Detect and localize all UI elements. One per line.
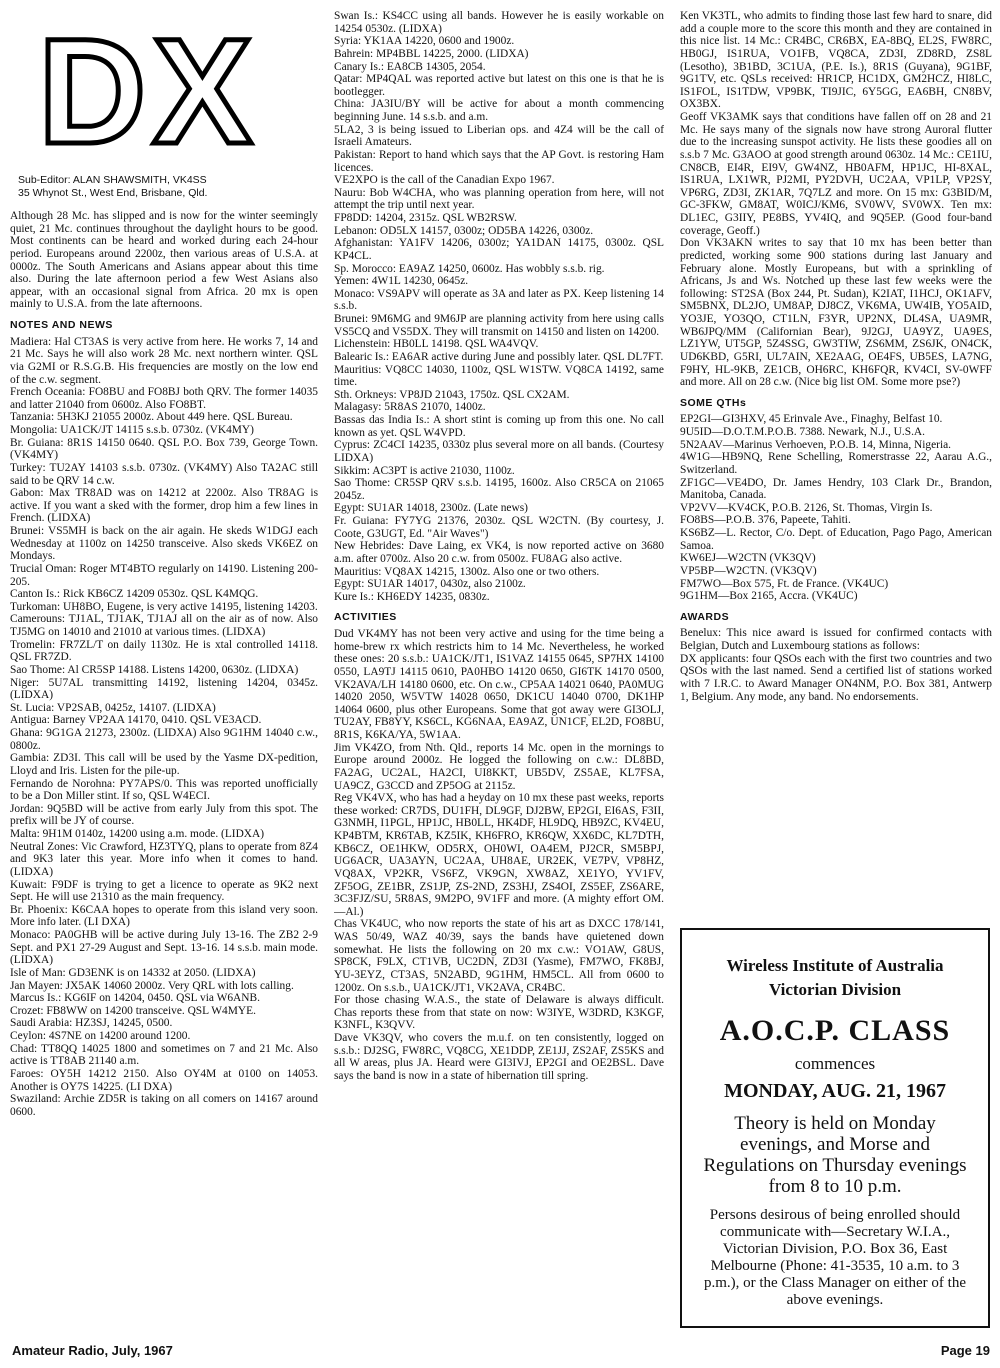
activity-item: Chas VK4UC, who now reports the state of his art as DXCC 178/141, WAS 50/49, WAZ 40/39, says the bands have quietened down somewhat. He lists the following on 20 mx c.w.: VO1AW, G8US, SP8CK, F9LX, CT1VB, UC2DN, ZD3I (Yasme), FM7WO, FK8BJ, YU-3EYZ, CT3AS, 5N2ABD, 9G1HM, HM5CL. All from 0600 to 1200z. On s.s.b., UA1CK/JT1, VK2AVA, CR4BC. bbox=[334, 918, 664, 994]
news-item: Camerouns: TJ1AL, TJ1AK, TJ1AJ all on the air as of now. Also TJ5MG on 14010 and 21010 at various times. (LIDXA) bbox=[10, 613, 318, 638]
activity-item: Dud VK4MY has not been very active and using for the time being a home-brew rx which restricts him to 14 Mc. Nevertheless, he worked these ones: 20 s.s.b.: UA1CK/JT1, IS1VAZ 14155 0645, SP7HX 14100 0550, LA9TJ 14115 0610, PA0HBO 14120 0650, GI6TK 14170 0500, VK2AVA/LH 14180 0600, etc. On c.w., CP5AA 14021 0640, PA0MUG 14020 2050, W5VTW 14028 0650, DK1CU 14040 0700, DK1HP 14064 0600, plus other Europeans. Some that got away were GI3OLJ, TU2AY, FB8YY, KS6CL, KG6NAA, EA9AZ, UN1CF, EL2D, FO8BU, 8R1S, K6KA/YA, 5W1AA. bbox=[334, 628, 664, 741]
awards-list bbox=[680, 627, 992, 703]
notes-list-col2 bbox=[334, 10, 664, 603]
news-item: Fernando de Norohna: PY7APS/0. This was reported unofficially to be a Don Miller stint. If so, QSL W4ECI. bbox=[10, 777, 318, 803]
column-2 bbox=[334, 10, 664, 1328]
award-item: DX applicants: four QSOs each with the first two countries and two QSOs with the last named. Send a certified list of stations worked with 7 I.R.C. to Award Manager ON4NM, P.O. Box 381, Antwerp 1, Belgium. Any mode, any band. No endorsements. bbox=[680, 652, 992, 703]
intro-paragraph: Although 28 Mc. has slipped and is now for the winter seemingly quiet, 21 Mc. continues throughout the daylight hours to be good. Most continents can be heard and worked during each 24-hour period. Europeans around 2200z, then various areas of U.S.A. at 0000z. The South Americans and Asians appear about this time also. During the late afternoon period a few West Asians also appear, with an occasional signal from Africa. 20 mx is open mainly to U.S.A. from the late afternoons. bbox=[10, 210, 318, 311]
qth-item: 9U5ID—D.O.T.M.P.O.B. 7388. Newark, N.J., U.S.A. bbox=[680, 426, 925, 438]
news-item: Faroes: OY5H 14212 2150. Also OY4M at 0100 on 14053. Another is OY7S 14225. (LI DXA) bbox=[10, 1067, 318, 1093]
footer-publication: Amateur Radio, July, 1967 bbox=[12, 1343, 173, 1358]
news-item: Lebanon: OD5LX 14157, 0300z; OD5BA 14226, 0300z. bbox=[334, 224, 594, 237]
news-item: Crozet: FB8WW on 14200 transceive. QSL W4MYE. bbox=[10, 1004, 256, 1017]
news-item: FP8DD: 14204, 2315z. QSL WB2RSW. bbox=[334, 212, 517, 224]
ad-division: Victorian Division bbox=[768, 980, 902, 999]
news-item: Canton Is.: Rick KB6CZ 14209 0530z. QSL K4MQG. bbox=[10, 588, 259, 601]
activities-list-col2 bbox=[334, 628, 664, 1083]
activity-item: Jim VK4ZO, from Nth. Qld., reports 14 Mc. open in the mornings to Europe around 2000z. He logged the following on c.w.: DL8BD, FA2AG, UC2AL, HA2CI, UI8KKT, UB5DV, ZS5AE, KL7FSA, UA9CZ, G3CCD and ZP5OG at 2115z. bbox=[334, 741, 664, 792]
ad-commences: commences bbox=[794, 1054, 876, 1073]
ad-date: MONDAY, AUG. 21, 1967 bbox=[724, 1080, 946, 1102]
qth-item: FM7WO—Box 575, Ft. de France. (VK4UC) bbox=[680, 577, 889, 590]
news-item: Gabon: Max TR8AD was on 14212 at 2200z. Also TR8AG is active. If you want a sked with the former, drop him a few lines in French. (LIDXA) bbox=[10, 487, 318, 525]
news-item: VE2XPO is the call of the Canadian Expo 1967. bbox=[334, 174, 555, 187]
ad-theory: Theory is held on Monday evenings, and Morse and Regulations on Thursday evenings from 8 to 10 p.m. bbox=[703, 1113, 967, 1197]
news-item: Saudi Arabia: HZ3SJ, 14245, 0500. bbox=[10, 1017, 173, 1030]
news-item: Swan Is.: KS4CC using all bands. However he is easily workable on 14254 0530z. (LIDXA) bbox=[334, 10, 664, 35]
news-item: Trucial Oman: Roger MT4BTO regularly on 14190. Listening 200-205. bbox=[10, 562, 318, 588]
news-item: Canary Is.: EA8CB 14305, 2054. bbox=[334, 60, 486, 73]
news-item: Isle of Man: GD3ENK is on 14332 at 2050. (LIDXA) bbox=[10, 966, 256, 979]
activity-item: Dave VK3QV, who covers the m.u.f. on ten consistently, logged on s.s.b.: DJ2SG, FW8RC, VQ8CG, XE1DDP, ZE1JJ, ZS2AF, ZS5KS and all W areas, plus JA. Heard were GI3IVJ, EP2GI and OE2BSL. Dave says the band is now in a state of hibernation till spring. bbox=[334, 1032, 664, 1082]
news-item: Neutral Zones: Vic Crawford, HZ3TYQ, plans to operate from 8Z4 and 9K3 later this year. More info when it comes to hand. (LIDXA) bbox=[10, 840, 318, 878]
qth-item: VP2VV—KV4CK, P.O.B. 2126, St. Thomas, Virgin Is. bbox=[680, 501, 933, 514]
qth-item: VP5BP—W2CTN. (VK3QV) bbox=[680, 564, 817, 577]
dx-logo: DX bbox=[38, 10, 259, 175]
activity-item: For those chasing W.A.S., the state of Delaware is always difficult. Chas reports these from that state on now: W3IYE, W3DRD, K3KGF, K3NFL, K3QVV. bbox=[334, 994, 664, 1032]
ad-org-name: Wireless Institute of Australia bbox=[726, 956, 944, 975]
news-item: Balearic Is.: EA6AR active during June and possibly later. QSL DL7FT. bbox=[334, 350, 664, 363]
news-item: New Hebrides: Dave Laing, ex VK4, is now reported active on 3680 a.m. after 0700z. Also 20 c.w. from 0500z. FU8AG also active. bbox=[334, 540, 664, 565]
news-item: Monaco: VS9APV will operate as 3A and later as PX. Keep listening 14 s.s.b. bbox=[334, 287, 664, 313]
news-item: Gambia: ZD3I. This call will be used by the Yasme DX-pedition, Lloyd and Iris. Listen for the pile-up. bbox=[10, 752, 318, 777]
activity-item: Geoff VK3AMK says that conditions have fallen off on 28 and 21 Mc. He says many of the signals now have strong Auroral flutter due to the increasing sunspot activity. He lists these goodies all on s.s.b 7 Mc. G3AOO at good strength around 0630z. 14 Mc.: CE1IU, CN8CB, EI4R, EI9V, GW4NZ, HB0AFM, HP1JC, HI-8XAL, IS1RUA, LX1WR, PJ2MI, PY2DVH, UC2AA, VP1LP, VP2SY, VP6RG, ZD3I, ZK1AR, 7Q7LZ and more. On 15 mx: G3BID/M, GC-3FKW, GM8AT, W0ICJ/KM6, SV0WV, SV0WX. Ten mx: DL1EC, G3IIY, PE8BS, YV4IQ, and 9Q5EP. (Good four-band coverage, Geoff.) bbox=[680, 111, 992, 237]
news-item: Sao Thome: Al CR5SP 14188. Listens 14200, 0630z. (LIDXA) bbox=[10, 663, 299, 676]
qth-item: KW6EJ—W2CTN (VK3QV) bbox=[680, 552, 816, 565]
news-item: Lichenstein: HB0LL 14198. QSL WA4VQV. bbox=[334, 338, 539, 351]
news-item: Malta: 9H1M 0140z, 14200 using a.m. mode. (LIDXA) bbox=[10, 828, 265, 840]
news-item: Mauritius: VQ8AX 14215, 1300z. Also one or two others. bbox=[334, 565, 600, 578]
activity-item: Ken VK3TL, who admits to finding those last few hard to snare, did add a couple more to the score this month and they are contained in this nice list. 14 Mc.: CR4BC, CR6BX, EA-8BQ, EL2S, FW8RC, HB0GJ, IS1RUA, VO1FB, VQ8CA, ZD3I, ZD8RD, ZS8L (Lesotho), 3B1BD, 3C1UA, (P.E. Is.), 8R1S (Guyana), 9G1BF, 9G1TV, etc. QSLs received: HR1CP, HC1DX, GM2HCZ, HI8LC, IS1FOL, IS1TDW, VP9BK, TI9JIC, 6Y5GG, EA6BH, CN8BV, OX3BX. bbox=[680, 10, 992, 111]
news-item: Syria: YK1AA 14220, 0600 and 1900z. bbox=[334, 35, 515, 48]
news-item: Fr. Guiana: FY7YG 21376, 2030z. QSL W2CTN. (By courtesy, J. Coote, G3UGT, Ed. "Air Waves") bbox=[334, 515, 664, 540]
qth-list bbox=[680, 413, 992, 602]
news-item: French Oceania: FO8BU and FO8BJ both QRV. The former 14035 and latter 21040 from 0600z. Also FO8BT. bbox=[10, 386, 318, 411]
sub-editor-name: Sub-Editor: ALAN SHAWSMITH, VK4SS bbox=[18, 174, 207, 186]
column-1 bbox=[10, 10, 318, 1328]
activity-item: Don VK3AKN writes to say that 10 mx has been better than predicted, working some 900 stations during last January and February alone. Mostly Europeans, but with a sprinkling of Africans, Js and Ws. Notched up these last few weeks were the following: ST2SA (Box 244, Pt. Sudan), K2IAT, I1HCJ, OK1AFV, SM5BNX, DL2JO, UM8AP, DJ8CZ, VK6MA, UW4IB, YO5AID, YO3JE, YO3QO, CT1LN, F3YR, UP2NX, DL4SA, UA9MR, WB6JPQ/MM (Californian Bear), 9J2GJ, UA9YZ, UA9ES, LZ1YW, UT5GP, 5Z4SSG, GW3TIW, ZS6MM, ZS6JK, ON4CK, UD6KBD, G5RI, UL7AIN, XE2AAG, OE4FS, UB5ES, LA7NG, F9HY, HL-9KB, ZE1CB, OH6RC, KH6FQR, KV4CI, SV-0WFF and more. All on 28 c.w. (Nice big list OM. Some more pse?) bbox=[680, 237, 992, 389]
sub-editor-address: 35 Whynot St., West End, Brisbane, Qld. bbox=[18, 187, 208, 199]
section-heading-qths: SOME QTHs bbox=[680, 396, 747, 409]
news-item: Br. Phoenix: K6CAA hopes to operate from this island very soon. More info later. (LI DXA) bbox=[10, 903, 318, 929]
news-item: Jordan: 9Q5BD will be active from early July from this spot. The prefix will be JY of course. bbox=[10, 802, 318, 828]
news-item: Tromelin: FR7ZL/T on daily 1130z. He is xtal controlled 14118. QSL FR7ZD. bbox=[10, 638, 318, 664]
news-item: Cyprus: ZC4CI 14235, 0330z plus several more on all bands. (Courtesy LIDXA) bbox=[334, 439, 664, 464]
news-item: Niger: 5U7AL transmitting 14192, listening 14204, 0345z. (LIDXA) bbox=[10, 676, 318, 702]
news-item: Turkoman: UH8BO, Eugene, is very active 14195, listening 14203. bbox=[10, 600, 318, 613]
aocp-class-advertisement bbox=[680, 928, 990, 1328]
news-item: Mongolia: UA1CK/JT 14115 s.s.b. 0730z. (VK4MY) bbox=[10, 424, 254, 436]
section-heading-activities: ACTIVITIES bbox=[334, 611, 397, 624]
news-item: Egypt: SU1AR 14017, 0430z, also 2100z. bbox=[334, 578, 526, 591]
news-item: Sao Thome: CR5SP QRV s.s.b. 14195, 1600z. Also CR5CA on 21065 2045z. bbox=[334, 477, 664, 502]
news-item: Swaziland: Archie ZD5R is taking on all comers on 14167 around 0600. bbox=[10, 1093, 318, 1118]
news-item: St. Lucia: VP2SAB, 0425z, 14107. (LIDXA) bbox=[10, 701, 216, 714]
news-item: Qatar: MP4QAL was reported active but latest on this one is that he is bootlegger. bbox=[334, 73, 664, 98]
qth-item: ZF1GC—VE4DO, Dr. James Hendry, 103 Clark Dr., Brandon, Manitoba, Canada. bbox=[680, 476, 992, 502]
news-item: Ghana: 9G1GA 21273, 2300z. (LIDXA) Also 9G1HM 14040 c.w., 0800z. bbox=[10, 727, 318, 752]
activities-list-col3 bbox=[680, 10, 992, 389]
news-item: Yemen: 4W1L 14230, 0645z. bbox=[334, 275, 469, 288]
news-item: Br. Guiana: 8R1S 14150 0640. QSL P.O. Box 739, George Town. (VK4MY) bbox=[10, 436, 318, 462]
news-item: Kuwait: F9DF is trying to get a licence to operate as 9K2 next Sept. He will use 21310 as the main frequency. bbox=[10, 878, 318, 904]
qth-item: 4W1G—HB9NQ, Rene Schelling, Romerstrasse 22, Aarau A.G., Switzerland. bbox=[680, 451, 992, 476]
sub-editor-credit bbox=[18, 174, 318, 200]
notes-list-col1 bbox=[10, 336, 318, 1119]
qth-item: KS6BZ—L. Rector, C/o. Dept. of Education, Pago Pago, American Samoa. bbox=[680, 527, 992, 552]
news-item: China: JA3IU/BY will be active for about a month commencing beginning June. 14 s.s.b. and a.m. bbox=[334, 98, 664, 123]
news-item: Sth. Orkneys: VP8JD 21043, 1750z. QSL CX2AM. bbox=[334, 388, 570, 401]
news-item: Ceylon: 4S7NE on 14200 around 1200. bbox=[10, 1030, 191, 1042]
news-item: Tanzania: 5H3KJ 21055 2000z. About 449 here. QSL Bureau. bbox=[10, 411, 293, 424]
qth-item: EP2GI—GI3HXV, 45 Erinvale Ave., Finaghy, Belfast 10. bbox=[680, 413, 943, 426]
news-item: Jan Mayen: JX5AK 14060 2000z. Very QRL with lots calling. bbox=[10, 979, 294, 992]
news-item: Nauru: Bob W4CHA, who was planning operation from here, will not attempt the trip until next year. bbox=[334, 186, 664, 212]
ad-contact: Persons desirous of being enrolled should communicate with—Secretary W.I.A., Victorian Division, P.O. Box 36, East Melbourne (Phone: 41-3535, 10 a.m. to 3 p.m.), or the Class Manager on either of the above evenings. bbox=[703, 1207, 966, 1308]
news-item: Sp. Morocco: EA9AZ 14250, 0600z. Has wobbly s.s.b. rig. bbox=[334, 262, 605, 275]
news-item: Monaco: PA0GHB will be active during July 13-16. The ZB2 2-9 Sept. and PX1 27-29 August and Sept. 13-16. 14 s.s.b. main mode. (LIDXA) bbox=[10, 929, 318, 967]
footer-page-number: Page 19 bbox=[940, 1343, 990, 1358]
news-item: Pakistan: Report to hand which says that the AP Govt. is restoring Ham licences. bbox=[334, 148, 664, 174]
qth-item: 5N2AAV—Marinus Verhoeven, P.O.B. 14, Minna, Nigeria. bbox=[680, 438, 952, 451]
news-item: Antigua: Barney VP2AA 14170, 0410. QSL VE3ACD. bbox=[10, 714, 262, 727]
news-item: Brunei: 9M6MG and 9M6JP are planning activity from here using calls VS5CQ and VS5DX. They will transmit on 14150 and listen on 14200. bbox=[334, 313, 664, 338]
news-item: Marcus Is.: KG6IF on 14204, 0450. QSL via W6ANB. bbox=[10, 992, 260, 1005]
award-item: Benelux: This nice award is issued for confirmed contacts with Belgian, Dutch and Luxembourg stations as follows: bbox=[680, 627, 992, 652]
news-item: Chad: TT8QQ 14025 1800 and sometimes on 7 and 21 Mc. Also active is TT8AB 21140 a.m. bbox=[10, 1042, 318, 1068]
news-item: Afghanistan: YA1FV 14206, 0300z; YA1DAN 14175, 0300z. QSL KP4CL. bbox=[334, 237, 664, 262]
activity-item: Reg VK4VX, who has had a heyday on 10 mx these past weeks, reports these worked: CR7DS, DU1FH, DL9GF, DJ2BW, EP2GI, EI6AS, F3II, G3NMH, I1PGL, HP1JC, HB0LL, HK4DF, HL9DQ, HB9ZC, KV4EU, KP4BTM, KR6TAB, KZ5IK, KH6FRO, KR6QW, XX6DC, KL7DTH, KB6CZ, OE1HKW, OD5RX, OH0WI, OA4EM, PJ2CR, SM5BPJ, UG6ACR, UA3AYN, UC2AA, UH8AE, UR2EK, VE7PV, VP8HZ, VQ8AX, VP2KR, VS6FZ, VK9GN, XW8AZ, XE1YO, YV1FV, ZF5OG, ZE1BR, ZS1JP, ZS-2ND, ZS3HJ, ZS4OI, ZS5EF, ZS6ARE, 3C3FJZ/SU, 5R8AS, 9M2PO, 9V1FF and more. (A mighty effort OM.—Al.) bbox=[334, 792, 664, 918]
news-item: Sikkim: AC3PT is active 21030, 1100z. bbox=[334, 464, 515, 477]
qth-item: FO8BS—P.O.B. 376, Papeete, Tahiti. bbox=[680, 514, 851, 527]
ad-title: A.O.C.P. CLASS bbox=[719, 1014, 951, 1047]
news-item: Mauritius: VQ8CC 14030, 1100z, QSL W1STW. VQ8CA 14192, same time. bbox=[334, 363, 664, 389]
news-item: Turkey: TU2AY 14103 s.s.b. 0730z. (VK4MY) Also TA2AC still said to be QRV 14 c.w. bbox=[10, 461, 318, 487]
qth-item: 9G1HM—Box 2165, Accra. (VK4UC) bbox=[680, 590, 858, 603]
news-item: Brunei: VS5MH is back on the air again. He skeds W1DGJ each Wednesday at 1100z on 14250 transceive. Also skeds VK6EZ on Mondays. bbox=[10, 525, 318, 563]
section-heading-awards: AWARDS bbox=[680, 610, 730, 623]
news-item: 5LA2, 3 is being issued to Liberian ops. and 4Z4 will be the call of Israeli Amateurs. bbox=[334, 123, 664, 149]
news-item: Bassas das India Is.: A short stint is coming up from this one. No call known as yet. QSL W4VPD. bbox=[334, 414, 664, 439]
news-item: Bahrein: MP4BBL 14225, 2000. (LIDXA) bbox=[334, 47, 529, 60]
news-item: Malagasy: 5R8AS 21070, 1400z. bbox=[334, 401, 486, 414]
news-item: Egypt: SU1AR 14018, 2300z. (Late news) bbox=[334, 502, 528, 515]
section-heading-notes: NOTES AND NEWS bbox=[10, 319, 113, 331]
news-item: Madiera: Hal CT3AS is very active from here. He works 7, 14 and 21 Mc. Says he will also work 28 Mc. next northern winter. QSL via G2MI or R.S.G.B. His frequencies are mostly on the low end of the c.w. segment. bbox=[10, 335, 318, 386]
news-item: Kure Is.: KH6EDY 14235, 0830z. bbox=[334, 590, 490, 603]
